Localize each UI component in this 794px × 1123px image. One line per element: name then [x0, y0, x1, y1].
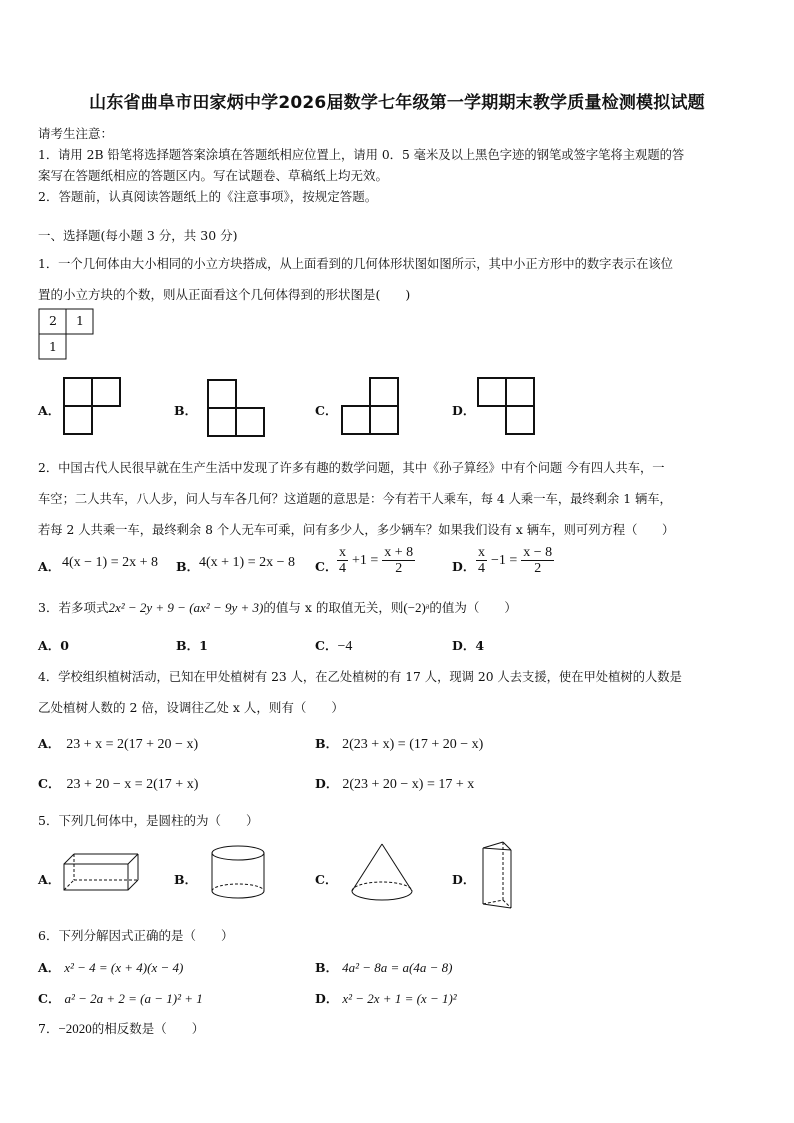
q2-option-a[interactable]: 4(x − 1) = 2x + 8 [62, 555, 159, 570]
section-heading: 一、选择题(每小题 3 分，共 30 分) [38, 228, 238, 243]
q6-b-value: 4a² − 8a = a(4a − 8) [342, 960, 453, 975]
q4-d-value: 2(23 + 20 − x) = 17 + x [342, 777, 475, 792]
q3-c-label: C． [315, 638, 338, 653]
q6-b-label: B． [315, 960, 339, 975]
q4-option-b[interactable] [315, 734, 483, 753]
q1-shape-b [207, 379, 267, 439]
q6-option-a[interactable] [38, 958, 183, 976]
q7-stem [38, 1019, 204, 1037]
q2-option-c[interactable] [337, 545, 415, 576]
q2-c-numerator-2: x + 8 [384, 545, 414, 560]
q1-option-c[interactable]: C． [315, 403, 338, 418]
q5-shape-prism [480, 840, 520, 912]
q2-option-a-label[interactable]: A． [38, 559, 61, 574]
q3-option-d[interactable] [452, 636, 484, 654]
q2-option-b-label[interactable]: B． [176, 559, 200, 574]
q1-option-d[interactable]: D． [452, 403, 476, 418]
q6-a-label: A． [38, 960, 61, 975]
q5-shape-cuboid [64, 852, 144, 897]
q3-d-value: 4 [475, 638, 485, 653]
q5-option-b[interactable]: B． [174, 872, 198, 887]
q2-option-b[interactable]: 4(x + 1) = 2x − 8 [199, 555, 296, 570]
q7-stem-text: 的相反数是（ ） [91, 1021, 205, 1036]
q5-stem: 5．下列几何体中，是圆柱的为（ ） [38, 813, 259, 828]
q5-option-c[interactable]: C． [315, 872, 338, 887]
q6-c-value: a² − 2a + 2 = (a − 1)² + 1 [64, 991, 203, 1006]
q6-d-label: D． [315, 991, 339, 1006]
q2-d-denominator-2: 2 [534, 561, 542, 576]
q4-option-a[interactable] [38, 734, 198, 753]
q6-d-value: x² − 2x + 1 = (x − 1)² [342, 991, 457, 1006]
q1-stem-a: 1．一个几何体由大小相同的小立方块搭成，从上面看到的几何体形状图如图所示，其中小正方形中的数字表示在该位 [38, 257, 673, 271]
q1-option-b[interactable]: B． [174, 403, 198, 418]
q6-option-d[interactable] [315, 989, 457, 1007]
q2-d-denominator-1: 4 [478, 561, 485, 576]
grid-cell-3: 1 [49, 339, 57, 354]
q2-c-denominator-1: 4 [339, 561, 346, 576]
q6-c-label: C． [38, 991, 61, 1006]
q2-d-middle: −1 = [490, 553, 518, 568]
q4-b-label: B． [315, 736, 339, 751]
q3-a-value: 0 [60, 638, 69, 653]
q2-option-d-label[interactable]: D． [452, 559, 476, 574]
q3-a-label: A． [38, 638, 61, 653]
q3-stem-post: 的值为（ ） [429, 600, 517, 615]
q4-option-d[interactable] [315, 774, 474, 793]
grid-cell-2: 1 [76, 313, 84, 328]
q6-option-c[interactable] [38, 989, 203, 1007]
q3-expression: 2x² − 2y + 9 − (ax² − 9y + 3) [108, 600, 264, 615]
q2-stem-c: 若每 2 人共乘一车，最终剩余 8 个人无车可乘，问有多少人，多少辆车？如果我们设有 x 辆车，则可列方程（ ） [38, 523, 675, 537]
q2-option-d[interactable] [476, 545, 554, 576]
q2-c-numerator-1: x [339, 545, 346, 560]
notice-heading: 请考生注意： [38, 126, 114, 141]
q2-stem-a: 2．中国古代人民很早就在生产生活中发现了许多有趣的数学问题，其中《孙子算经》中有个问题 今有四人共车，一 [38, 461, 665, 475]
q2-c-denominator-2: 2 [395, 561, 403, 576]
q1-shape-c [341, 377, 401, 437]
q4-b-value: 2(23 + x) = (17 + 20 − x) [342, 737, 484, 752]
q6-a-value: x² − 4 = (x + 4)(x − 4) [64, 960, 184, 975]
q4-d-label: D． [315, 776, 339, 791]
q3-b-value: 1 [199, 638, 208, 653]
q3-stem-mid: 的值与 x 的取值无关，则 [263, 600, 404, 615]
q5-shape-cone [350, 843, 420, 905]
q2-stem-b: 车空；二人共车，八人步，问人与车各几何？这道题的意思是：今有若干人乘车，每 4 人乘一车，最终剩余 1 辆车， [38, 492, 672, 506]
q5-shape-cylinder [211, 845, 271, 901]
q3-stem [38, 598, 517, 616]
q4-a-value: 23 + x = 2(17 + 20 − x) [66, 737, 199, 752]
q5-option-a[interactable]: A． [38, 872, 61, 887]
q2-d-numerator-1: x [478, 545, 485, 560]
q3-option-b[interactable] [176, 636, 208, 654]
q7-number: 7． [38, 1021, 59, 1036]
notice-line-1b: 案写在答题纸相应的答题区内。写在试题卷、草稿纸上均无效。 [38, 168, 389, 183]
q3-option-c[interactable] [315, 636, 352, 655]
q2-c-middle: +1 = [351, 553, 379, 568]
q6-stem: 6．下列分解因式正确的是（ ） [38, 928, 234, 943]
q1-shape-d [477, 377, 537, 437]
q5-option-d[interactable]: D． [452, 872, 476, 887]
q7-expression: −2020 [58, 1021, 92, 1036]
q4-a-label: A． [38, 736, 61, 751]
q6-option-b[interactable] [315, 958, 452, 976]
q1-stem-b: 置的小立方块的个数，则从正面看这个几何体得到的形状图是( ) [38, 287, 411, 302]
q1-shape-a [63, 377, 123, 437]
q3-expression-2: (−2)ᵃ [403, 600, 430, 615]
q3-b-label: B． [176, 638, 200, 653]
grid-cell-1: 2 [49, 313, 57, 328]
notice-line-1a: 1．请用 2B 铅笔将选择题答案涂填在答题纸相应位置上，请用 0．5 毫米及以上黑色字迹的钢笔或签字笔将主观题的答 [38, 148, 685, 162]
q2-d-numerator-2: x − 8 [523, 545, 553, 560]
q4-option-c[interactable] [38, 774, 198, 793]
page-title: 山东省曲阜市田家炳中学2026届数学七年级第一学期期末教学质量检测模拟试题 [89, 93, 705, 113]
q4-stem-a: 4．学校组织植树活动，已知在甲处植树有 23 人，在乙处植树的有 17 人，现调 20 人去支援，使在甲处植树的人数是 [38, 670, 682, 684]
q4-c-label: C． [38, 776, 61, 791]
q3-stem-pre: 3．若多项式 [38, 600, 109, 615]
q4-c-value: 23 + 20 − x = 2(17 + x) [66, 777, 199, 792]
q3-d-label: D． [452, 638, 476, 653]
q4-stem-b: 乙处植树人数的 2 倍，设调往乙处 x 人，则有（ ） [38, 700, 344, 715]
q3-option-a[interactable] [38, 636, 69, 654]
notice-line-2: 2．答题前，认真阅读答题纸上的《注意事项》，按规定答题。 [38, 189, 378, 204]
q1-option-a[interactable]: A． [38, 403, 61, 418]
q2-option-c-label[interactable]: C． [315, 559, 338, 574]
q3-c-value: −4 [337, 639, 353, 654]
